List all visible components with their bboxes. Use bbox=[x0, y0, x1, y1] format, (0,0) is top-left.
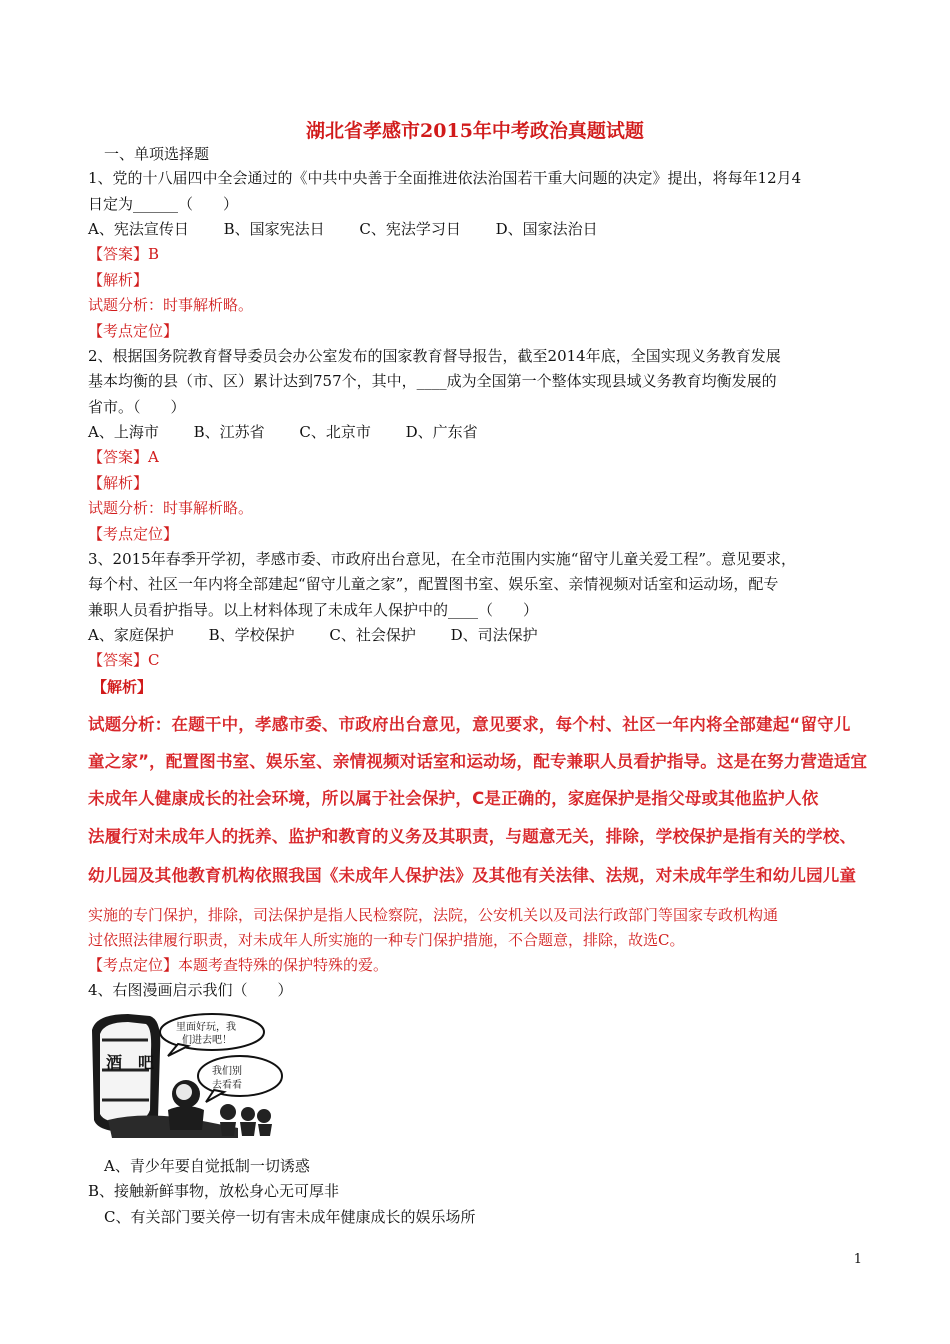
q2-point: 【考点定位】 bbox=[88, 525, 179, 543]
q3-point: 【考点定位】本题考查特殊的保护特殊的爱。 bbox=[88, 956, 389, 974]
q3-analysis-line3: 未成年人健康成长的社会环境，所以属于社会保护，C是正确的，家庭保护是指父母或其他监护人依 bbox=[88, 789, 819, 808]
cartoon-image bbox=[88, 1010, 286, 1138]
q2-answer: 【答案】A bbox=[88, 448, 159, 466]
q1-analysis-label: 【解析】 bbox=[88, 271, 149, 289]
cartoon-sign: 酒 吧 bbox=[106, 1053, 155, 1072]
q1-stem-line1: 1、党的十八届四中全会通过的《中共中央善于全面推进依法治国若干重大问题的决定》提出，将每年12月4 bbox=[88, 169, 802, 187]
q3-answer: 【答案】C bbox=[88, 651, 160, 669]
q3-analysis-line7: 过依照法律履行职责，对未成年人所实施的一种专门保护措施，不合题意，排除，故选C。 bbox=[88, 931, 685, 949]
q1-answer: 【答案】B bbox=[88, 245, 160, 263]
q3-analysis-line2: 童之家”，配置图书室、娱乐室、亲情视频对话室和运动场，配专兼职人员看护指导。这是在努力营造适宜 bbox=[88, 752, 868, 771]
q3-stem-line3: 兼职人员看护指导。以上材料体现了未成年人保护中的____（ ） bbox=[88, 601, 539, 619]
q3-analysis-label: 【解析】 bbox=[92, 678, 153, 696]
q3-analysis-line6: 实施的专门保护，排除，司法保护是指人民检察院，法院，公安机关以及司法行政部门等国家专政机构通 bbox=[88, 906, 779, 924]
page-title: 湖北省孝感市2015年中考政治真题试题 bbox=[306, 120, 644, 142]
bubble1-line2: 们进去吧！ bbox=[182, 1035, 232, 1046]
q3-stem-line2: 每个村、社区一年内将全部建起“留守儿童之家”，配置图书室、娱乐室、亲情视频对话室和运动场，配专 bbox=[88, 575, 779, 593]
q3-analysis-line1: 试题分析：在题干中，孝感市委、市政府出台意见，意见要求，每个村、社区一年内将全部建起“留守儿 bbox=[88, 715, 851, 734]
q3-options: A、家庭保护 B、学校保护 C、社会保护 D、司法保护 bbox=[88, 626, 538, 644]
q4-option-a: A、青少年要自觉抵制一切诱惑 bbox=[104, 1157, 310, 1175]
q3-stem-line1: 3、2015年春季开学初，孝感市委、市政府出台意见，在全市范围内实施“留守儿童关爱工程”。意见要求， bbox=[88, 550, 797, 568]
q1-stem-line2: 日定为______（ ） bbox=[88, 195, 239, 213]
bubble2-line2: 去看看 bbox=[212, 1080, 242, 1091]
q2-options: A、上海市 B、江苏省 C、北京市 D、广东省 bbox=[88, 423, 478, 441]
q3-analysis-line5: 幼儿园及其他教育机构依照我国《未成年人保护法》及其他有关法律、法规，对未成年学生和幼儿园儿童 bbox=[88, 866, 857, 885]
bubble2-line1: 我们别 bbox=[212, 1066, 242, 1077]
q4-option-b: B、接触新鲜事物，放松身心无可厚非 bbox=[88, 1182, 340, 1200]
q2-stem-line3: 省市。（ ） bbox=[88, 398, 186, 416]
section-heading: 一、单项选择题 bbox=[104, 145, 210, 163]
bubble1-line1: 里面好玩，我 bbox=[176, 1022, 236, 1033]
q1-options: A、宪法宣传日 B、国家宪法日 C、宪法学习日 D、国家法治日 bbox=[88, 220, 598, 238]
q2-stem-line1: 2、根据国务院教育督导委员会办公室发布的国家教育督导报告，截至2014年底，全国实现义务教育发展 bbox=[88, 347, 781, 365]
q1-analysis: 试题分析：时事解析略。 bbox=[88, 296, 254, 314]
q2-stem-line2: 基本均衡的县（市、区）累计达到757个，其中，____成为全国第一个整体实现县域义务教育均衡发展的 bbox=[88, 372, 777, 390]
q2-analysis-label: 【解析】 bbox=[88, 474, 149, 492]
page-number: 1 bbox=[853, 1252, 862, 1267]
q3-analysis-line4: 法履行对未成年人的抚养、监护和教育的义务及其职责，与题意无关，排除，学校保护是指有关的学校、 bbox=[88, 827, 857, 846]
q2-analysis: 试题分析：时事解析略。 bbox=[88, 499, 254, 517]
q1-point: 【考点定位】 bbox=[88, 322, 179, 340]
q4-stem: 4、右图漫画启示我们（ ） bbox=[88, 981, 293, 999]
q4-option-c: C、有关部门要关停一切有害未成年健康成长的娱乐场所 bbox=[104, 1208, 476, 1226]
